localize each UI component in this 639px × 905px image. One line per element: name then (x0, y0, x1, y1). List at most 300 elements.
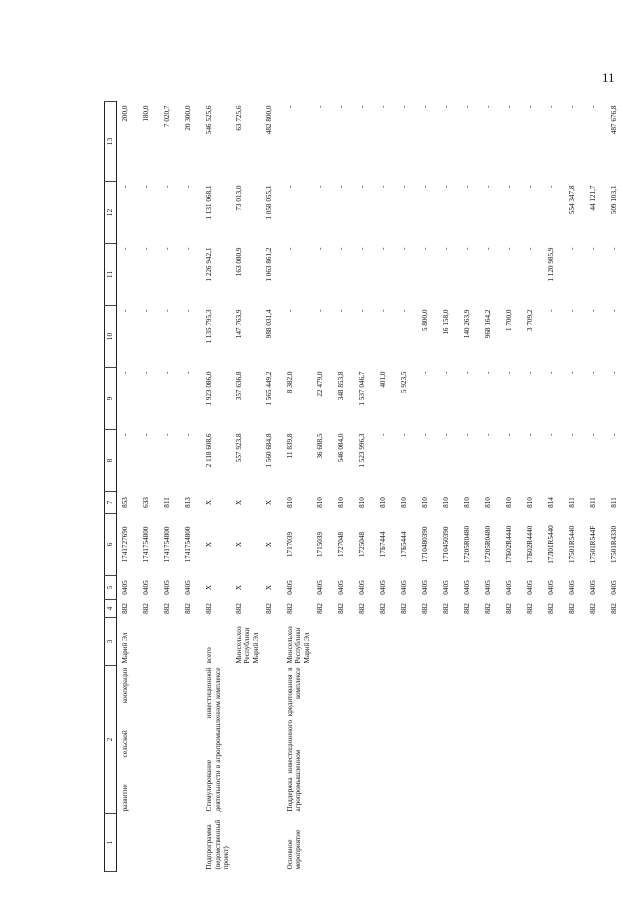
col-header: 13 (105, 102, 117, 182)
cell-year-6: 180,0 (141, 105, 150, 122)
cell-grbs: 882 (504, 603, 513, 614)
col-header: 12 (105, 182, 117, 244)
cell-vr: 810 (285, 497, 294, 508)
cell-vr: 810 (441, 497, 450, 508)
cell-year-1: - (141, 433, 150, 436)
cell-year-1: 2 118 608,6 (204, 433, 213, 468)
cell-vr: 810 (315, 497, 324, 508)
cell-executor (459, 618, 480, 666)
cell-csr: 17501R544F (588, 525, 597, 564)
cell-grbs: 882 (315, 603, 324, 614)
cell-name: Стимулирование инвестиционной деятельности в агропромышленном комплексе (204, 667, 222, 812)
cell-name (585, 666, 606, 814)
cell-grbs: 882 (588, 603, 597, 614)
cell-rzpr: 0405 (525, 580, 534, 595)
cell-year-3: - (357, 309, 366, 312)
col-header: 11 (105, 244, 117, 306)
cell-year-5: - (441, 185, 450, 188)
cell-year-6: - (504, 105, 513, 108)
cell-name (417, 666, 438, 814)
cell-executor (606, 618, 627, 666)
cell-year-5: - (141, 185, 150, 188)
cell-grbs: 882 (183, 603, 192, 614)
cell-vr: X (204, 499, 213, 506)
cell-year-6: 63 725,6 (234, 105, 243, 131)
cell-csr: 1727048 (336, 531, 345, 558)
table-row (396, 102, 417, 872)
cell-rzpr: 0405 (315, 580, 324, 595)
cell-year-3: - (399, 309, 408, 312)
cell-status (459, 814, 480, 872)
cell-name (312, 666, 333, 814)
cell-year-4: - (378, 247, 387, 250)
col-header: 7 (105, 492, 117, 514)
table-row (564, 102, 585, 872)
cell-year-2: - (483, 371, 492, 374)
cell-status (180, 814, 201, 872)
cell-year-3: - (336, 309, 345, 312)
cell-year-1: 36 688,5 (315, 433, 324, 459)
cell-year-4: - (504, 247, 513, 250)
cell-executor (312, 618, 333, 666)
cell-name (375, 666, 396, 814)
cell-vr: 811 (609, 497, 618, 508)
table-row (333, 102, 354, 872)
cell-year-5: - (483, 185, 492, 188)
cell-rzpr: 0405 (141, 580, 150, 595)
col-header: 4 (105, 600, 117, 618)
cell-year-5: 73 013,0 (234, 185, 243, 211)
cell-year-6: 7 020,7 (162, 105, 171, 128)
cell-year-4: 1 120 985,9 (546, 247, 555, 282)
cell-year-1: - (162, 433, 171, 436)
cell-csr: 17Б5444 (399, 531, 408, 558)
cell-year-2: - (162, 371, 171, 374)
cell-year-6: - (336, 105, 345, 108)
cell-name (606, 666, 627, 814)
cell-year-5: - (336, 185, 345, 188)
cell-year-5: - (120, 185, 129, 188)
cell-year-3: 140 263,9 (462, 309, 471, 339)
cell-year-4: - (183, 247, 192, 250)
cell-status (261, 814, 282, 872)
cell-year-6: - (546, 105, 555, 108)
cell-vr: 810 (462, 497, 471, 508)
cell-year-6: - (420, 105, 429, 108)
cell-status (585, 814, 606, 872)
cell-year-4: - (609, 247, 618, 250)
cell-rzpr: 0405 (546, 580, 555, 595)
cell-grbs: 882 (567, 603, 576, 614)
cell-executor (501, 618, 522, 666)
cell-year-2: - (120, 371, 129, 374)
cell-executor: Минсельхоз Республики Марий Эл (285, 626, 311, 664)
cell-status (543, 814, 564, 872)
cell-status: Основное мероприятие (285, 829, 303, 870)
table-row (201, 102, 231, 872)
cell-year-2: 1 923 086,0 (204, 371, 213, 406)
cell-name (396, 666, 417, 814)
cell-grbs: 882 (399, 603, 408, 614)
cell-name (564, 666, 585, 814)
cell-year-1: - (420, 433, 429, 436)
table-row (480, 102, 501, 872)
col-header: 9 (105, 368, 117, 430)
cell-year-3: 147 763,9 (234, 309, 243, 339)
cell-csr: 1717039 (285, 531, 294, 558)
cell-year-6: 487 676,8 (609, 105, 618, 135)
cell-executor (543, 618, 564, 666)
cell-vr: X (234, 499, 243, 506)
cell-rzpr: 0405 (183, 580, 192, 595)
col-header: 2 (105, 666, 117, 814)
table-row (282, 102, 312, 872)
cell-year-1: 1 523 996,3 (357, 433, 366, 468)
table-row (543, 102, 564, 872)
cell-year-6: - (525, 105, 534, 108)
cell-vr: 813 (183, 497, 192, 508)
cell-year-2: - (525, 371, 534, 374)
cell-vr: 810 (483, 497, 492, 508)
cell-grbs: 882 (162, 603, 171, 614)
cell-status (564, 814, 585, 872)
cell-year-5: - (378, 185, 387, 188)
cell-year-3: 988 031,4 (264, 309, 273, 339)
cell-rzpr: 0405 (120, 580, 129, 595)
cell-name: развитие сельской кооперации (120, 667, 129, 812)
cell-csr: 17Б02R4440 (525, 525, 534, 564)
cell-status (231, 814, 261, 872)
cell-vr: 811 (588, 497, 597, 508)
cell-csr: X (264, 541, 273, 548)
cell-year-4: - (483, 247, 492, 250)
cell-csr: 1710480390 (420, 526, 429, 563)
cell-rzpr: 0405 (504, 580, 513, 595)
cell-status (501, 814, 522, 872)
cell-executor (354, 618, 375, 666)
cell-name (501, 666, 522, 814)
table-row (138, 102, 159, 872)
cell-year-5: 44 121,7 (588, 185, 597, 211)
cell-status (480, 814, 501, 872)
cell-executor: Марий Эл (120, 632, 129, 664)
cell-year-6: - (315, 105, 324, 108)
cell-year-3: 1 700,0 (504, 309, 513, 332)
cell-year-3: 3 709,2 (525, 309, 534, 332)
table-row (522, 102, 543, 872)
cell-rzpr: 0405 (285, 580, 294, 595)
cell-grbs: 882 (234, 603, 243, 614)
cell-csr: 1710450390 (441, 526, 450, 563)
cell-year-2: 357 636,8 (234, 371, 243, 401)
cell-grbs: 882 (462, 603, 471, 614)
cell-status (396, 814, 417, 872)
cell-csr: 1715039 (315, 531, 324, 558)
cell-name (459, 666, 480, 814)
cell-rzpr: X (264, 584, 273, 591)
cell-year-5: - (162, 185, 171, 188)
cell-rzpr: 0405 (399, 580, 408, 595)
cell-year-2: 401,0 (378, 371, 387, 388)
cell-executor (396, 618, 417, 666)
cell-year-3: - (141, 309, 150, 312)
cell-year-2: 5 923,5 (399, 371, 408, 394)
cell-year-2: 1 565 449,2 (264, 371, 273, 406)
cell-rzpr: 0405 (162, 580, 171, 595)
cell-csr: 17205R0480 (462, 525, 471, 564)
cell-year-3: - (378, 309, 387, 312)
table-row (501, 102, 522, 872)
column-number-row (105, 102, 117, 872)
cell-year-1: 546 084,0 (336, 433, 345, 463)
cell-executor (480, 618, 501, 666)
cell-year-2: - (609, 371, 618, 374)
cell-year-4: 163 080,9 (234, 247, 243, 277)
cell-grbs: 882 (609, 603, 618, 614)
cell-year-3: - (609, 309, 618, 312)
cell-grbs: 882 (120, 603, 129, 614)
table-row (417, 102, 438, 872)
cell-name (231, 666, 261, 814)
cell-status (333, 814, 354, 872)
cell-vr: 810 (399, 497, 408, 508)
cell-year-1: - (609, 433, 618, 436)
cell-year-4: - (567, 247, 576, 250)
cell-year-2: - (462, 371, 471, 374)
cell-year-5: - (285, 185, 294, 188)
cell-year-3: 16 158,0 (441, 309, 450, 335)
col-header: 6 (105, 514, 117, 576)
cell-year-2: 22 479,0 (315, 371, 324, 397)
cell-year-1: - (441, 433, 450, 436)
cell-status (312, 814, 333, 872)
cell-year-3: - (120, 309, 129, 312)
cell-year-2: - (546, 371, 555, 374)
cell-name (543, 666, 564, 814)
cell-year-5: - (546, 185, 555, 188)
cell-year-1: - (588, 433, 597, 436)
cell-year-6: - (462, 105, 471, 108)
cell-grbs: 882 (141, 603, 150, 614)
cell-rzpr: 0405 (441, 580, 450, 595)
cell-executor (438, 618, 459, 666)
cell-year-2: 8 382,0 (285, 371, 294, 394)
table-row (459, 102, 480, 872)
cell-name (480, 666, 501, 814)
cell-name (333, 666, 354, 814)
cell-executor: всего (204, 647, 213, 664)
cell-year-1: - (462, 433, 471, 436)
cell-status (354, 814, 375, 872)
cell-vr: 814 (546, 497, 555, 508)
cell-status (438, 814, 459, 872)
table-row (180, 102, 201, 872)
cell-executor (159, 618, 180, 666)
cell-year-6: - (399, 105, 408, 108)
cell-grbs: 882 (483, 603, 492, 614)
cell-year-6: 482 800,0 (264, 105, 273, 135)
table-row (116, 102, 138, 872)
cell-year-4: - (420, 247, 429, 250)
cell-year-6: - (378, 105, 387, 108)
cell-rzpr: X (234, 584, 243, 591)
cell-rzpr: 0405 (483, 580, 492, 595)
cell-year-5: 1 131 068,1 (204, 185, 213, 220)
cell-year-4: - (441, 247, 450, 250)
cell-year-2: - (504, 371, 513, 374)
cell-name (159, 666, 180, 814)
table-row (585, 102, 606, 872)
cell-year-2: - (141, 371, 150, 374)
cell-year-1: - (504, 433, 513, 436)
cell-year-4: - (285, 247, 294, 250)
cell-vr: X (264, 499, 273, 506)
cell-csr: 1741754800 (162, 526, 171, 563)
cell-year-6: - (441, 105, 450, 108)
cell-year-2: - (588, 371, 597, 374)
cell-csr: 1725048 (357, 531, 366, 558)
cell-vr: 810 (525, 497, 534, 508)
cell-name: Поддержка инвестиционного кредитования в агропромышленном комплексе (285, 667, 303, 812)
cell-year-1: - (378, 433, 387, 436)
cell-vr: 810 (504, 497, 513, 508)
cell-year-5: - (420, 185, 429, 188)
cell-csr: 17501R4330 (609, 525, 618, 564)
cell-year-4: - (141, 247, 150, 250)
cell-name (261, 666, 282, 814)
cell-status (116, 814, 138, 872)
cell-csr: 17Б7444 (378, 531, 387, 558)
cell-year-5: 554 347,8 (567, 185, 576, 215)
cell-year-5: - (462, 185, 471, 188)
cell-year-4: - (357, 247, 366, 250)
cell-grbs: 882 (420, 603, 429, 614)
table-body (116, 102, 626, 872)
cell-name (438, 666, 459, 814)
cell-vr: 810 (420, 497, 429, 508)
cell-year-2: - (420, 371, 429, 374)
table-row (375, 102, 396, 872)
cell-year-1: - (399, 433, 408, 436)
cell-year-3: 968 164,2 (483, 309, 492, 339)
cell-rzpr: 0405 (336, 580, 345, 595)
cell-year-6: 200,0 (120, 105, 129, 122)
cell-year-2: 348 853,8 (336, 371, 345, 401)
col-header: 5 (105, 576, 117, 600)
cell-csr: 17Б02R4440 (504, 525, 513, 564)
cell-rzpr: 0405 (462, 580, 471, 595)
cell-grbs: 882 (525, 603, 534, 614)
cell-year-2: 1 537 046,7 (357, 371, 366, 406)
cell-year-5: - (357, 185, 366, 188)
cell-executor (261, 618, 282, 666)
cell-executor (138, 618, 159, 666)
cell-vr: 811 (567, 497, 576, 508)
cell-rzpr: 0405 (609, 580, 618, 595)
cell-year-5: - (399, 185, 408, 188)
cell-rzpr: 0405 (567, 580, 576, 595)
cell-year-1: - (525, 433, 534, 436)
cell-executor: Минсельхоз Республики Марий Эл (234, 626, 261, 664)
cell-status: Подпрограмма (ведомственный проект) (204, 819, 231, 870)
cell-year-5: - (504, 185, 513, 188)
col-header: 8 (105, 430, 117, 492)
cell-executor (522, 618, 543, 666)
col-header: 3 (105, 618, 117, 666)
cell-rzpr: 0405 (420, 580, 429, 595)
cell-year-1: - (546, 433, 555, 436)
table-row (261, 102, 282, 872)
cell-year-6: - (483, 105, 492, 108)
table-row (354, 102, 375, 872)
cell-year-6: - (588, 105, 597, 108)
cell-csr: 1741754800 (141, 526, 150, 563)
cell-name (180, 666, 201, 814)
cell-csr: X (234, 541, 243, 548)
table-row (159, 102, 180, 872)
cell-year-3: - (567, 309, 576, 312)
cell-csr: 17501R5440 (567, 525, 576, 564)
cell-year-3: 1 135 795,3 (204, 309, 213, 344)
cell-year-3: - (588, 309, 597, 312)
cell-rzpr: 0405 (378, 580, 387, 595)
cell-csr: 17205R0480 (483, 525, 492, 564)
cell-grbs: 882 (357, 603, 366, 614)
cell-rzpr: 0405 (588, 580, 597, 595)
cell-year-5: 1 058 055,1 (264, 185, 273, 220)
cell-executor (564, 618, 585, 666)
cell-year-1: - (483, 433, 492, 436)
cell-year-1: 11 839,8 (285, 433, 294, 459)
cell-csr: X (204, 541, 213, 548)
table-row (606, 102, 627, 872)
cell-year-4: - (525, 247, 534, 250)
cell-vr: 810 (357, 497, 366, 508)
cell-status (417, 814, 438, 872)
cell-year-6: - (285, 105, 294, 108)
cell-year-3: 5 800,0 (420, 309, 429, 332)
cell-name (354, 666, 375, 814)
cell-year-5: - (315, 185, 324, 188)
table-row (312, 102, 333, 872)
cell-executor (585, 618, 606, 666)
budget-table (104, 101, 627, 872)
cell-year-6: - (567, 105, 576, 108)
cell-year-6: 20 300,0 (183, 105, 192, 131)
cell-executor (180, 618, 201, 666)
cell-csr: 1741727690 (120, 526, 129, 563)
cell-year-2: - (183, 371, 192, 374)
cell-year-4: - (399, 247, 408, 250)
cell-year-4: - (120, 247, 129, 250)
cell-grbs: 882 (285, 603, 294, 614)
cell-vr: 810 (378, 497, 387, 508)
cell-year-1: - (183, 433, 192, 436)
cell-name (138, 666, 159, 814)
cell-year-1: 1 560 684,8 (264, 433, 273, 468)
cell-year-2: - (567, 371, 576, 374)
cell-year-3: - (285, 309, 294, 312)
cell-rzpr: 0405 (357, 580, 366, 595)
cell-grbs: 882 (204, 603, 213, 614)
cell-executor (333, 618, 354, 666)
cell-name (522, 666, 543, 814)
page-number: 11 (602, 70, 615, 85)
cell-vr: 810 (336, 497, 345, 508)
table-row (438, 102, 459, 872)
cell-status (375, 814, 396, 872)
cell-year-1: 557 923,8 (234, 433, 243, 463)
